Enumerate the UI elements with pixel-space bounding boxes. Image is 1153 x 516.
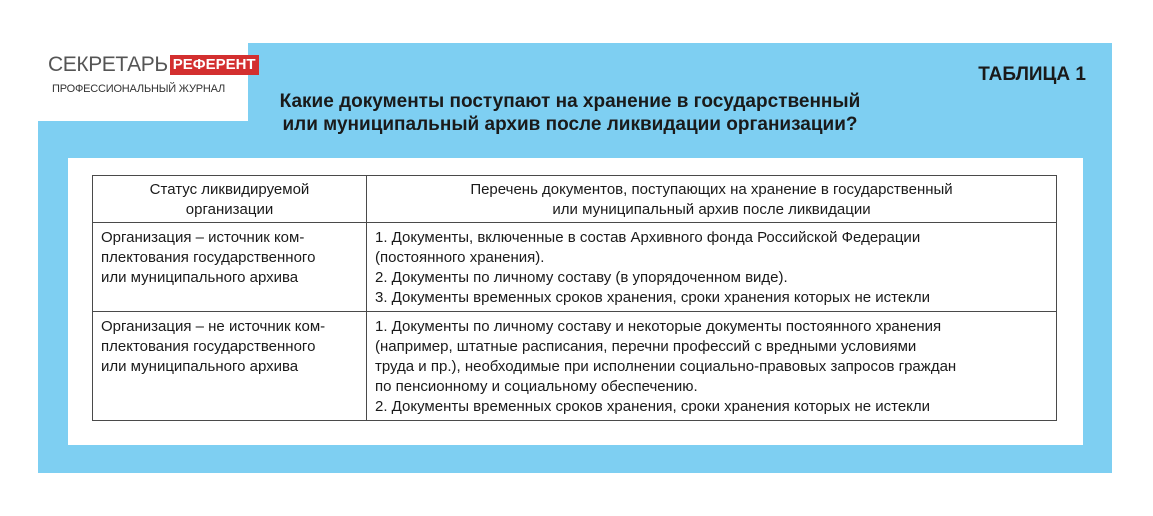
document-line: (постоянного хранения). <box>375 249 545 266</box>
header-status-line: Статус ликвидируемой <box>149 181 310 198</box>
cell-documents <box>367 223 1057 312</box>
document-line: 1. Документы, включенные в состав Архивного фонда Российской Федерации <box>375 229 921 246</box>
status-line: плектования государственного <box>101 338 316 355</box>
status-line: или муниципального архива <box>101 269 299 286</box>
table-row <box>93 223 1057 312</box>
document-line: (например, штатные расписания, перечни профессий с вредными условиями <box>375 338 917 355</box>
document-line: 3. Документы временных сроков хранения, сроки хранения которых не истекли <box>375 289 931 306</box>
title-line-2: или муниципальный архив после ликвидации организации? <box>282 114 858 135</box>
document-line: труда и пр.), необходимые при исполнении социально-правовых запросов граждан <box>375 358 957 375</box>
logo-subtitle: ПРОФЕССИОНАЛЬНЫЙ ЖУРНАЛ <box>52 83 226 95</box>
status-line: или муниципального архива <box>101 358 299 375</box>
document-line: по пенсионному и социальному обеспечению. <box>375 378 698 395</box>
header-status-line: организации <box>185 201 274 218</box>
logo-main-text: СЕКРЕТАРЬ <box>48 53 168 76</box>
table-header-row <box>93 176 1057 223</box>
cell-documents <box>367 312 1057 421</box>
header-status <box>93 176 367 223</box>
cell-status <box>93 312 367 421</box>
status-line: Организация – источник ком- <box>101 229 305 246</box>
table-label: ТАБЛИЦА 1 <box>978 64 1086 85</box>
document-line: 2. Документы по личному составу (в упорядоченном виде). <box>375 269 788 286</box>
page-title <box>200 90 940 136</box>
table-card <box>68 158 1083 445</box>
document-line: 2. Документы временных сроков хранения, сроки хранения которых не истекли <box>375 398 931 415</box>
status-line: Организация – не источник ком- <box>101 318 326 335</box>
logo-row <box>48 55 259 75</box>
document-line: 1. Документы по личному составу и некоторые документы постоянного хранения <box>375 318 942 335</box>
title-line-1: Какие документы поступают на хранение в государственный <box>279 91 861 112</box>
status-line: плектования государственного <box>101 249 316 266</box>
header-documents-line: или муниципальный архив после ликвидации <box>552 201 871 218</box>
documents-table <box>92 175 1057 421</box>
table-row <box>93 312 1057 421</box>
header-documents <box>367 176 1057 223</box>
header-documents-line: Перечень документов, поступающих на хранение в государственный <box>470 181 953 198</box>
logo-accent-text: РЕФЕРЕНТ <box>170 55 259 75</box>
cell-status <box>93 223 367 312</box>
